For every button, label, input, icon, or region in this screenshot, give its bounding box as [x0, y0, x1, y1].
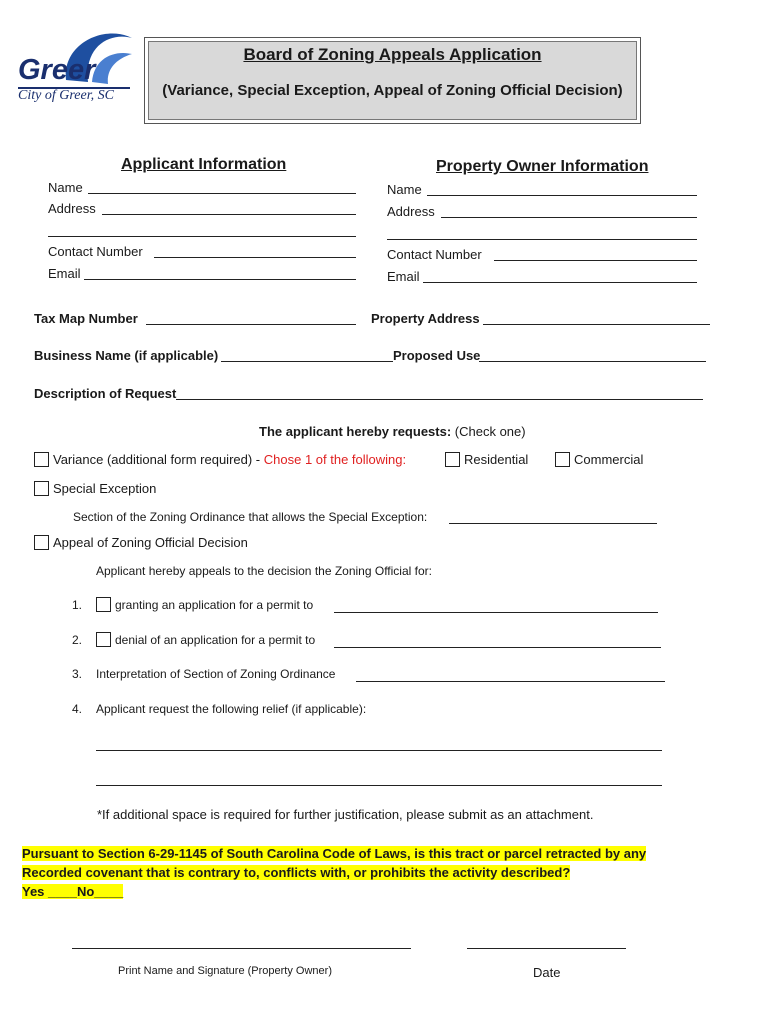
tax-map-label: Tax Map Number [34, 311, 138, 326]
variance-checkbox[interactable] [34, 452, 49, 467]
form-subtitle: (Variance, Special Exception, Appeal of Zoning Official Decision) [162, 82, 623, 99]
item-1-number: 1. [72, 598, 83, 612]
owner-contact-field[interactable] [494, 260, 697, 261]
covenant-yes[interactable]: Yes ____ [22, 884, 77, 899]
owner-name-field[interactable] [427, 195, 697, 196]
covenant-line-1-wrap [22, 845, 646, 863]
signature-label: Print Name and Signature (Property Owner) [118, 965, 332, 977]
proposed-use-label: Proposed Use [393, 348, 481, 363]
date-field[interactable] [467, 948, 626, 949]
item-3-label: Interpretation of Section of Zoning Ordinance [96, 667, 336, 681]
description-label: Description of Request [34, 386, 177, 401]
item-1-label: granting an application for a permit to [115, 598, 314, 612]
commercial-option [555, 452, 643, 467]
special-exception-checkbox[interactable] [34, 481, 49, 496]
requests-intro [259, 424, 526, 439]
requests-intro-rest: (Check one) [451, 424, 526, 439]
owner-address-field[interactable] [441, 217, 697, 218]
covenant-answer [22, 883, 123, 901]
proposed-use-field[interactable] [479, 361, 706, 362]
applicant-name-field[interactable] [88, 193, 356, 194]
commercial-label: Commercial [574, 452, 644, 467]
owner-address-field-2[interactable] [387, 239, 697, 240]
property-address-label: Property Address [371, 311, 480, 326]
date-label: Date [533, 965, 561, 980]
city-logo [14, 24, 134, 124]
residential-checkbox[interactable] [445, 452, 460, 467]
item-2 [96, 632, 315, 647]
item-3-field[interactable] [356, 681, 665, 682]
covenant-line-2: Recorded covenant that is contrary to, conflicts with, or prohibits the activity described? [22, 865, 571, 880]
residential-option [445, 452, 528, 467]
item-1-checkbox[interactable] [96, 597, 111, 612]
signature-field[interactable] [72, 948, 411, 949]
item-3-number: 3. [72, 667, 83, 681]
variance-row [34, 452, 406, 467]
business-name-field[interactable] [221, 361, 393, 362]
logo-tagline: City of Greer, SC [18, 88, 114, 103]
applicant-address-label: Address [48, 201, 96, 216]
attachment-note: *If additional space is required for further justification, please submit as an attachment. [97, 807, 594, 822]
residential-label: Residential [464, 452, 529, 467]
commercial-checkbox[interactable] [555, 452, 570, 467]
item-1-field[interactable] [334, 612, 658, 613]
business-name-label: Business Name (if applicable) [34, 348, 219, 363]
relief-field-2[interactable] [96, 785, 662, 786]
item-2-checkbox[interactable] [96, 632, 111, 647]
title-box [144, 37, 641, 124]
applicant-address-field-2[interactable] [48, 236, 356, 237]
item-2-number: 2. [72, 633, 83, 647]
owner-heading: Property Owner Information [436, 158, 649, 175]
relief-field-1[interactable] [96, 750, 662, 751]
appeal-row [34, 535, 248, 550]
applicant-address-field[interactable] [102, 214, 356, 215]
covenant-line-2-wrap [22, 864, 570, 882]
item-1 [96, 597, 313, 612]
owner-address-label: Address [387, 204, 435, 219]
logo-wordmark: Greer [18, 54, 96, 86]
appeal-intro: Applicant hereby appeals to the decision the Zoning Official for: [96, 564, 432, 578]
requests-intro-bold: The applicant hereby requests: [259, 424, 452, 439]
appeal-label: Appeal of Zoning Official Decision [53, 535, 248, 550]
applicant-name-label: Name [48, 180, 83, 195]
item-2-field[interactable] [334, 647, 661, 648]
item-4-number: 4. [72, 702, 83, 716]
applicant-email-field[interactable] [84, 279, 356, 280]
applicant-contact-field[interactable] [154, 257, 356, 258]
applicant-contact-label: Contact Number [48, 244, 143, 259]
property-address-field[interactable] [483, 324, 710, 325]
applicant-heading: Applicant Information [121, 156, 287, 173]
form-title: Board of Zoning Appeals Application [243, 45, 542, 64]
item-4-label: Applicant request the following relief (if applicable): [96, 702, 367, 716]
special-exception-section-field[interactable] [449, 523, 657, 524]
tax-map-field[interactable] [146, 324, 356, 325]
item-2-label: denial of an application for a permit to [115, 633, 316, 647]
special-exception-label: Special Exception [53, 481, 157, 496]
owner-contact-label: Contact Number [387, 247, 482, 262]
description-field[interactable] [176, 399, 703, 400]
appeal-checkbox[interactable] [34, 535, 49, 550]
owner-email-field[interactable] [423, 282, 697, 283]
variance-label: Variance (additional form required) - [53, 452, 264, 467]
owner-email-label: Email [387, 269, 420, 284]
special-exception-section-label: Section of the Zoning Ordinance that allows the Special Exception: [73, 510, 428, 524]
applicant-email-label: Email [48, 266, 81, 281]
owner-name-label: Name [387, 182, 422, 197]
special-exception-row [34, 481, 156, 496]
covenant-line-1: Pursuant to Section 6-29-1145 of South Carolina Code of Laws, is this tract or parcel retracted by any [22, 846, 647, 861]
variance-note: Chose 1 of the following: [263, 452, 407, 467]
covenant-no[interactable]: No____ [76, 884, 124, 899]
